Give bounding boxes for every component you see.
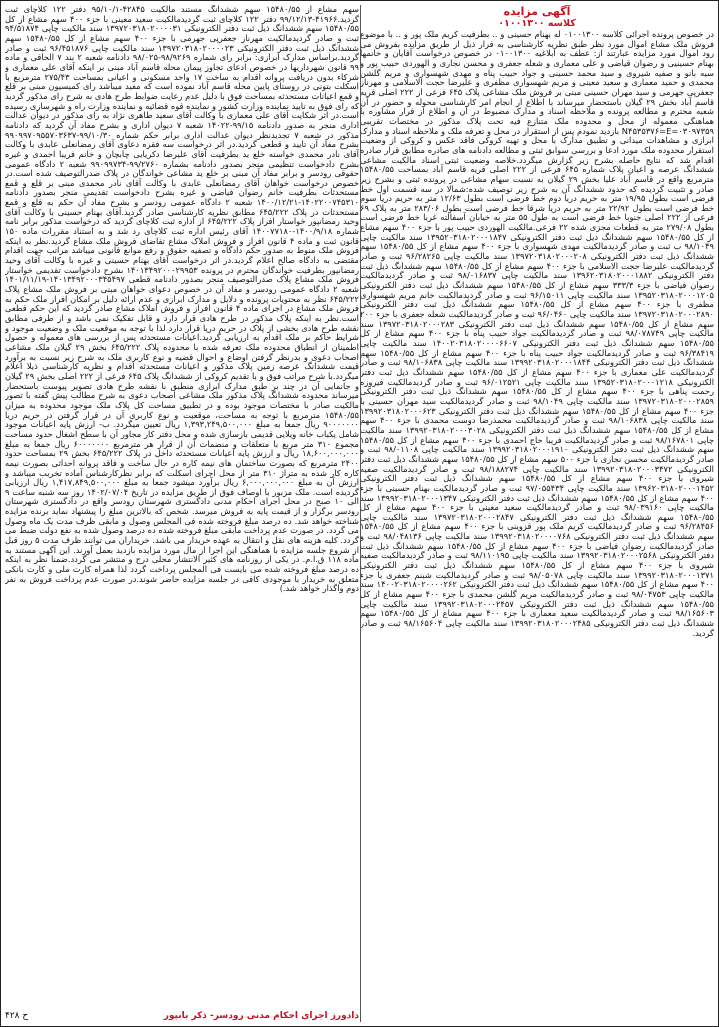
- notice-body-right: در خصوص پرونده اجرائی کلاسه ۰۱۰۰۱۳۰۰ له بهنام حسینی و .. بطرفیت کریم ملک پور و .. با موضوع فروش ملک مشاع اموال مورد نظر طبق نظریه کارشناسی به قرار ذیل از طریق مزایده بفروش می رود اموال مورد مزایده عبارتند از: عطف به ابلاغیه ۰۱۰۰۱۳۰۰ در خصوص درخواست آقایان و خانمها بهنام حسینیی و رضوان قیاضی و علی معماری و شعله جعفری و محسن نجاری و الهوردی حبیب پور و سیه بانو و صفیه شیروی و سید محمد حسینی و جواد حبیب پناه و مهدی شهسواری و مریم گلشن محمدی و حمید معماری و سعید معینی و مریم شهسواری مظفری و علیرضا حجت الاسلامی و مهرناز جعفرپی جهرمی و سید مهران حسینی مبنی بر فروش ملک مشاعی پلاک ۶۴۵ فرعی از ۲۲۲ اصلی قریه قاسم آباد بخش ۲۹ گیلان باستحضار میرساند با اطلاع از انجام امر کارشناسی محوله و حضور در آن شعبه محترم و مطالعه پرونده و ملاحظه اسناد و مدارک مضبوط در آن و اطلاع از قرار مشاوره با هماهنگی معموله از محل و محدوده ملک متنازع فیه تحت پلاک مذکور در مختصات تقریبی ۰۳۰۹۷۳۵۹=N۴۵۳۵۳۷۶=E بازدید نمودم پس از استقرار در محل و تعرفه ملک و ملاحظه اسناد و مدارک ابرازی و مشاهدات میدانی و تطبیق مدارک با محل و تهیه کروکی فاقد عکس و کروکی از وضعیت استقرار محدوده ملک مورد ادعا و بررسی سوابق ثبتی و مطالعه دادنامه های صادره مطابق قرار صادره اقدام شد که نتایج حاصله بشرح زیر گزارش میگردد.خلاصه وضعیت ثبتی اسناد مالکیت مشاعی ششدانگ عرصه و اعیان پلاک شماره ۶۴۵ فرعی از ۲۲۲ اصلی قریه قاسم آباد بمساحت ۱۵۴۸۰/۵۵ مترمربع واقع در قاسم آباد علیا بخش ۲۹ گیلان به نسبت سهام مشاعی در پرونده ثبتی و بشرح زیر صادر و تثبیت گردیده که حدود ششدانگ آن به شرح زیر توصیف شده:شمالا در سه قسمت اول خط فرضی است بطول ۱۹/۹۵ متر به حریم دریا دوم خط فرضی است بطول ۱۲/۶۳ متر به حریم دریا سوم خط فرضی است بطول ۲۲/۹۲ متر به حریم دریا شرقا خط فرضی است بطول ۲۸۳/۰۶ متر به پلاک ۶۹ فرعی از ۲۲۲ اصلی جنوبا خط فرضی است به طول ۵۵ متر به خیابان آسفالته غربا خط فرضی است بطول ۲۷۹/۰۸ متر به قطعات مجزی شده ۲۲ فرعی.مالکیت الهوردی حبیب پور با جزء ۴۰۰ سهم مشاع از کل ۱۵۴۸۰/۵۵ سهم ششدانگ ذیل ثبت دفتر الکترونیکی ۱۳۹۵۲۰۳۱۸۰۲۰۰۰۱۸۴۷ سند مالکیت چاپی ۹۸/۱۰۴۹ ب ثبت و صادر گردیدمالکیت مهدی شهسواری با جزء ۴۰۰ سهم مشاع از کل ۱۵۴۸۰/۵۵ سهم ششدانگ ذیل ثبت دفتر الکترونیکی ۱۳۹۷۲۰۳۱۸۰۲۰۰۰۲۰۸ سند مالکیت چاپی ۹۶/۲۸۲۶۵ ثبت و صادر گردیدمالکیت علیرضا حجت الاسلامی با جزء ۴۰۰ سهم مشاع از کل ۱۵۴۸۰/۵۵ سهم ششدانگ ذیل ثبت دفتر الکترونیکی ۱۳۹۶۲۰۳۱۸۰۲۰۰۰۱۸۸۲ سند مالکیت چاپی ۹۸/۰۱۶۸۳۷ ثبت و صادر گردیدمالکیت رضوان فیاضی با جزء ۳۳۳/۳ سهم مشاع از کل ۱۵۴۸۰/۵۵ سهم ششدانگ ذیل ثبت دفتر الکترونیکی ۱۳۹۵۲۰۳۱۸۰۲۰۰۰۱۲۰۵ سند مالکیت چاپی ۹۶/۱۵۰۱۱ ثبت و صادر گردیدمالکیت خانم مریم شهسواری مظفری با جزء ۴۰۰ سهم مشاع از کل ۱۵۴۸۰/۵۵ سهم ششدانگ ذیل ثبت دفتر الکترونیکی ۱۳۹۷۲۰۳۱۸۰۲۰۰۰۲۸۹۰ سند مالکیت چاپی ۹۶/۰۴۶۰ ثبت و صادر گردیدمالکیت شعله جعفری با جزء ۲۰۰ سهم مشاع از کل ۱۵۴۸۰/۵۵ سهم ششدانگ ذیل ثبت دفتر الکترونیکی ۱۳۹۷۲۰۳۱۸۰۲۰۰۰۲۸۳ سند مالکیت چاپی ۹۸/۰۷۸۷۴۹ ثبت و صادر گردیدمالکیت جواد حبیب پناه با جزء ۴۰۰ سهم مشاع از کل ۱۵۴۸۰/۵۵ سهم ششدانگ ذیل ثبت دفتر الکترونیکی ۱۴۰۰۲۰۳۱۸۰۲۰۰۰۰۶۶۰۷ سند مالکیت چاپی ۹۶/۳۸۴۱۹ ثبت و صادر گردیدمالکیت جواد حبیب پناه با جزء ۴۰۰ سهم مشاع از کل ۱۵۴۸۰/۵۵ سهم ششدانگ ذیل ثبت دفتر الکترونیکی ۱۳۹۹۲۰۳۱۸۰۲۰۰۰۱۸۴۴ سند مالکیت چاپی ۹۸/۱۰۶۸۳۸ ثبت و صادر گردیدمالکیت علی معماری با جزء ۴۰۰ سهم مشاع از کل ۱۵۴۸۰/۵۵ سهم ششدانگ ذیل ثبت دفتر الکترونیکی ۱۳۹۵۲۰۳۱۸۰۲۰۰۰۱۲۱۸ سند مالکیت چاپی ۹۶/۰۱۲۵۲۱ ثبت و صادر گردیدمالکیت فیروزه رحمت پناهی با جزء ۴۰۰ سهم مشاع از کل ۱۵۴۸۰/۵۵ سهم ششدانگ ذیل ثبت دفتر الکترونیکی ۱۳۹۷۲۰۳۱۸۰۲۰۰۰۲۸۵۹ سند مالکیت چاپی ۹۸/۱۰۴۹ ثبت و صادر گردیدمالکیت سید مهران حسینی با جزء ۴۰۰ سهم مشاع از کل ۱۵۴۸۰/۵۵ سهم ششدانگ ذیل ثبت دفتر الکترونیکی ۱۳۹۹۲۰۳۱۸۰۲۰۰۰۶۲۳ سند مالکیت چاپی ۹۸/۱۰۶۸۳۸ ثبت و صادر گردیدمالکیت محمدرضا دوست محمدی با جزء ۴۰۰ سهم مشاع از کل ۱۵۴۸۰/۵۵ سهم ششدانگ ذیل ثبت دفتر الکترونیکی ۱۳۹۹۲۰۳۱۸۰۲۰۰۰۳۰۲۸ سند مالکیت چاپی ۹۸/۱۶۷۸۰۱ ثبت و صادر گردیدمالکیت فریبا حاج احمدی با جزء ۴۰۰ سهم مشاع از کل ۱۵۴۸۰/۵۵ سهم ششدانگ ذیل ثبت دفتر الکترونیکی ۱۳۹۹۲۰۳۱۸۰۲۰۰۰۱۹۱۰ سند مالکیت چاپی ۹۸/۰۱۱۰۸ ثبت و صادر گردیدمالکیت محسن نجاری با جزء ۵۰۰ سهم مشاع از کل ۱۵۴۸۰/۵۵ سهم ششدانگ ذیل ثبت دفتر الکترونیکی ۱۳۹۹۲۰۳۱۸۰۲۰۰۰۳۴۷۲ سند مالکیت چاپی ۹۸/۱۸۸۲۷۴ ثبت و صادر گردیدمالکیت صفیه شیروی با جزء ۴۰۰ سهم مشاع از کل ۱۵۴۸۰/۵۵ سهم ششدانگ ذیل ثبت دفتر الکترونیکی ۱۳۹۶۲۰۳۱۸۰۲۰۰۰۱۴۵۲ سند مالکیت چاپی ۹۷/۰۵۵۴۳۴ ثبت و صادر گردیدمالکیت بهنام حسینی با جزء ۴۰۰ سهم مشاع از کل ۱۵۴۸۰/۵۵ سهم ششدانگ ذیل ثبت دفتر الکترونیکی ۱۳۹۹۲۰۳۱۸۰۲۰۰۰۱۳۴۷ سند مالکیت چاپی ۹۸/۰۳۹۱۶۰ ثبت و صادر گردیدمالکیت سعید معینی با جزء ۴۰۰ سهم مشاع از کل ۱۵۴۸۰/۵۵ سهم ششدانگ ذیل ثبت دفتر الکترونیکی ۱۳۹۷۲۰۳۱۸۰۲۰۰۰۲۸۴۷ سند مالکیت چاپی ۹۶/۲۸۴۵۶ ثبت و صادر گردیدمالکیت کریم ملک پور قزوینی با جزء ۴۰۰ سهم مشاع از کل ۱۵۴۸۰/۵۵ سهم ششدانگ ذیل ثبت دفتر الکترونیکی ۱۳۹۹۲۰۳۱۸۰۲۰۰۰۰۷۶۸ سند مالکیت چاپی ۹۸/۰۴۸۱۳۶ ثبت و صادر گردیدمالکیت رضوان فیاضی با جزء ۴۰۰ سهم مشاع از کل ۱۵۴۸۰/۵۵ سهم ششدانگ ذیل ثبت دفتر الکترونیکی ۱۳۹۹۲۰۳۱۸۰۲۰۰۰۲۵۶۸ سند مالکیت چاپی ۹۸/۱۱۰۱۹۵ ثبت و صادر گردیدمالکیت صفیه شیروی با جزء ۴۰۰ سهم مشاع از کل ۱۵۴۸۰/۵۵ سهم ششدانگ ذیل ثبت دفتر الکترونیکی ۱۳۹۹۲۰۳۱۸۰۲۰۰۰۱۳۷۱ سند مالکیت چاپی ۹۸/۰۵۰۷۸ ثبت و صادر گردیدمالکیت شبنم جعفری با جزء ۴۰۰ سهم مشاع از کل ۱۵۴۸۰/۵۵ سهم ششدانگ ذیل ثبت دفتر الکترونیکی ۱۴۰۰۲۰۳۱۸۰۲۰۰۰۰۲۶۲ سند مالکیت چاپی ۹۸/۰۴۷۵۳ ثبت و صادر گردیدمالکیت مریم گلشن محمدی با جزء ۴۰۰ سهم مشاع از کل ۱۵۴۸۰/۵۵ سهم ششدانگ ذیل ثبت دفتر الکترونیکی ۱۳۹۹۲۰۳۱۸۰۲۰۰۰۲۴۵۷ سند مالکیت چاپی ۹۸/۱۶۵۶۰۳ ثبت و صادر گردیدمالکیت سعید معماری با جزء ۴۰۰ سهم مشاع از کل ۱۵۴۸۰/۵۵ سهم ششدانگ ذیل ثبت دفتر الکترونیکی ۱۳۹۹۲۰۳۱۸۰۲۰۰۰۲۴۸۵ سند مالکیت چاپی ۹۸/۱۶۵۶۰۴ ثبت و صادر گردید.: [360, 29, 714, 638]
- notice-case-number: کلاسه ۰۱۰۰۱۳۰۰: [498, 18, 576, 29]
- notice-right-column: [360, 5, 714, 1022]
- notice-header: [360, 5, 714, 29]
- notice-body-left: سهم مشاع از ۱۵۴۸۰/۵۵ سهم ششدانگ مستند مالکیت ۴۲۸۴۵-۹۵/۱۰/۱ دفتر ۱۲۲ کلاچای ثبت گردید.۴۱۹۶۶-۹۹/۱۲/۱۳ دفتر ۱۲۲ کلاچای ثبت گردیدمالکیت سعید معینی با جزء ۴۰۰ سهم مشاع از کل ۱۵۴۸۰/۵۵ سهم ششدانگ ذیل ثبت دفتر الکترونیکی ۱۳۹۷۲۰۳۱۸۰۲۰۰۰۰۳۱ سند مالکیت چاپی ۹۴/۵۱۸۷۴ ثبت و صادر گردیدمالکیت مهرناز جعفرپی جهرمی با جزء ۴۰۰ سهم مشاع از کل ۱۵۴۸۰/۵۵ سهم ششدانگ ذیل ثبت دفتر الکترونیکی ۱۳۹۷۲۰۳۱۸۰۲۰۰۰۰۲۳ سند مالکیت چاپی ۹۶/۴۵۱۸۷۶ ثبت و صادر گردید.براساس مدارک ابرازی: برابر رای شماره ۹۸/۹۲۶۹-۹۸/۰۲۵ دادنامه شعبه ۲ بند ۷ الحاقی و ماده ۹۹ قانون شهرداریها در خصوص ادعای تجاوز پیمان محله قاسم آباد مبنی بر اینکه آقای علی معماری و شرکاء بدون دریافت پروانه اقدام به ساخت ۱۷ واحد مسکونی و اعیانی بمساحت ۲۷۵/۴۳ مترمربع با اسکلت بتونی در روستای پایین محله قاسم آباد نموده است که مفید میباشد رای کمیسیون مبنی بر قلع و قمع اعیانات مستحدثه بمساحت فوق با دلیل عدم رعایت ضوابط طرح هادی به شرح رای مذکور گردید که رای فوق به تایید نماینده وزارت کشور و نماینده قوه قضائیه و نماینده وزارت راه و شهرسازی رسیده است.در اثر شکایت آقای علی معماری با وکالت آقای سعید طاهری نژاد به رای مذکور در دیوان عدالت اداری منجر به صدور دادنامه ۹۹/۱۵-۱۴۰۲۲ شعبه ۷ دیوان اداری و بشرح مفاد آن گردید که دادنامه مذکور در شعبه ۷ تجدیدنظر دیوان عدالت اداری برابر حکم شماره ۹۹/۱۰/۳۰-۹۹۰۹۹۷۰۹۵۵۷۰۳۶۳۷ بشرح مفاد آن تایید و قطعی گردید.در اثر درخواست سه فقره دعاوی آقای رمضانعلی عابدی با وکالت آقای نادر محمدی خواسته خلع ید بطرفیت آقای علیرضا دکریایی چابچان و خانم فریبا احمدی و غیره بشرح دادخواست تنظیمی منجر بصدور دادنامه بشماره ۹۹/۲۷۶۰-۹۹۰۹۹۷۳۴ شعبه ۲ دادگاه عمومی حقوقی رودسر و برابر مفاد آن مبنی بر خلع ید مشاعی خواندگان در پلاک صدرالتوصیف شده است.در خصوص درخواست خواهان آقای رمضانعلی عابدی با وکالت آقای نادر محمدی مبنی بر قلع و قمع مستحدثات بطرفیت خانم رضوان فیاضی و غیره بشرح دادخواست تقدیمی منجر بصدور دادنامه ۱۴۰۲۲۰۰۷۴۵۳۱۰-۱۴۰۰/۱۲/۲۱ شعبه ۲ دادگاه عمومی رودسر و بشرح مفاد آن حکم به قلع و قمع مستحدثات در پلاک ۶۴۵/۲۲۲ مطابق نظریه کارشناسی صادر گردید.آقای بهنام حسینی با وکالت آقای وحید رمضانپور خواستار افراز پلاک ۶۴۵/۲۲۲ از اداره ثبت کلاچای گردید که درخواست مذکور برابر نامه شماره ۱۴۰۰/۹/۱۸-۱۴۰۰۷۷۱۸۰ آقای رئیس اداره ثبت کلاچای رد شد و به استناد مقررات ماده ۱۵۰ قانون ثبت و ماده ۴ قانون افراز و فروش املاک مشاع تقاضای فروش ملک مشاع گردید.نظر به اینکه فروش ملک منوط به صدور حکم دادگاه و تصفیه حقوق و رفع موانع قانونی میباشد مراتب جهت اقدام مقتضی به دادگاه صالح اعلام گردید.در اثر درخواست آقای بهنام حسینی و غیره با وکالت آقای وحید رمضانپور بطرفیت خواندگان محترم در پرونده ۱۴۰۱۳۴۹۲۰۰۰۲۹۹۵۳ بشرح دادخواست تقدیمی خواستار فروش ملک مشاع پلاک صدرالتوصیف منجر بصدور دادنامه قطعی ۱۴۰۱۳۴۹۲۰۰۰۳۴۵۴۹۷-۱۴۰۱/۱۱/۱۹ شعبه ۲ دادگاه عمومی رودسر و مفاد آن در خصوص دعوای خواهان مبنی بر فروش ملک مشاع پلاک ۶۴۵/۲۲۲ نظر به محتویات پرونده و دلایل و مدارک ابرازی و عدم ارائه دلیل بر امکان افراز ملک حکم به فروش ملک مشاع در اجرای ماده ۴ قانون افراز و فروش املاک مشاع صادر گردید که این حکم قطعی است.نظر به اینکه پلاک مذکور در طرح هادی قرار دارد و قابل تفکیک نمی باشد و از طرفی مطابق نقشه طرح هادی بخشی از پلاک در حریم دریا قرار دارد لذا با توجه به موقعیت ملک و وضعیت موجود و شرایط حاکم بر ملک اقدام به ارزیابی گردید.اعیانات مستحدثه پس از بررسی های معموله و حصول اطمینان از انطباق محدوده ملک تعرفه شده با محدوده پلاک ۶۴۵/۲۲۲ بخش ۲۹ گیلان ملک مشاعی اصحاب دعوی و بدرنظر گرفتن اوضاع و احوال قضیه و نوع کاربری ملک به شرح زیر نسبت به برآورد قیمت ششدانگ عرصه زمین پلاک مذکور و اعیانات مستحدثه اقدام و نظریه کارشناسی ذیلا اعلام میگردد.با شرح مراتب فوق و با تقدیم کروکی از ششدانگ پلاک ۶۴۵ فرعی از ۲۲۲ اصلی بخش ۲۹ گیلان و جانمایی آن در چند بر طبق مدارک ابرازی منطبق با نقشه طرح هادی تصویر پیوست باستحضار میرساند محدوده ششدانگ پلاک مذکور ملک مشاعی اصحاب دعوی به شرح مطالب پیش گفته با تصور مالکیت صادر با مختصات موجود بوده و در تطبیق مساحت کل پلاک ملک موجود محدوده به میزان ۱۵۴۸۰/۵۵ مترمربع با توجه به مساحت، موقعیت و نوع کاربری آن در قرار گرفتن در حریم دریا ۹۰۰۰۰۰۰۰ ریال جمعا به مبلغ ۱,۳۹۳,۲۴۹,۵۰۰,۰۰۰ ریال تعیین میگردد. ب- ارزش پایه اعیانات موجود شامل یکباب خانه ویلایی قدیمی بازسازی شده و محل دفتر کار مجاور آن با سطح اشغال حدود مساحت مجموع ۳۱۰ متر مربع با متعلقات و منضمات آن از قرار هر مترمربع ۶۰۰۰۰۰۰۰ ریال جمعا به مبلغ ۱۸,۶۰۰,۰۰۰,۰۰۰ ریال و ارزش پایه اعیانات مستحدثه داخل در پلاک ۶۴۵/۲۲۲ بخش ۲۹ بمساحت حدود ۲۴۰۰ مترمربع که بصورت ساختمان های نیمه کاره در حال ساخت و فاقد پروانه احداثی بصورت نیمه کاره کار شده به متراژ ۳۱۰ متر از محل اجرای اسکلت که برابر نظرکارشناس آماده تخریب میباشد و ارزش آن به مبلغ ۶,۰۰۰,۰۰۰,۰۰۰ ریال برآورد میشود جمعا به مبلغ ۱,۴۱۷,۸۴۹,۵۰۰,۰۰۰ ریال ارزیابی گردیده است. ملک مزبور با اوصاف فوق از طریق مزایده در تاریخ ۱۴۰۲/۰۷/۰۴ روز سه شنبه ساعت ۹ الی ۱۰ صبح در محل اجرای احکام مدنی دادگستری شهرستان رودسر واقع در دادگستری شهرستان رودسر برگزار و از قیمت پایه به فروش میرسد. شخص که بالاترین مبلغ را پیشنهاد نماید برنده مزایده شناخته خواهد شد. ده درصد مبلغ فروخته شده فی المجلس وصول و مابقی ظرف مدت یک ماه وصول می گردد. در صورت عدم پرداخت مابقی مبلغ فروخته شده ده درصد وصول شده به نفع دولت ضبط می گردد. کلیه هزینه های نقل و انتقال به عهده خریدار می باشد. خریداران می توانند ظرف مدت ۵ روز قبل از شروع جلسه مزایده با هماهنگی این اجرا از مال مورد مزایده بازدید بعمل آورند. این آگهی مستند به ماده ۱۱۸ ق.ا.م. در یکی از روزنامه های کثیر الانتشار محلی درج و منتشر می گردد.ضمنا نظر به اینکه ده درصد مبلغ فروخته شده می بایست فی المجلس پرداخت گردد لذا همراه کارت ملی و کارت بانکی متعلق به خریدار با موجودی کافی در جلسه مزایده حاضر شوند.در صورت عدم پرداخت فروش به نفر دوم واگذار خواهد شد.): [5, 5, 359, 594]
- notice-signer: دادورز اجرای احکام مدنی رودسر- ذکر بابپور: [163, 1011, 359, 1021]
- notice-code: ح ۴۲۸: [5, 1011, 29, 1021]
- notice-footer: [5, 1010, 359, 1022]
- column-divider: [360, 5, 361, 1022]
- notice-left-column: [5, 5, 359, 1006]
- notice-title: آگهی مزایده: [503, 5, 571, 18]
